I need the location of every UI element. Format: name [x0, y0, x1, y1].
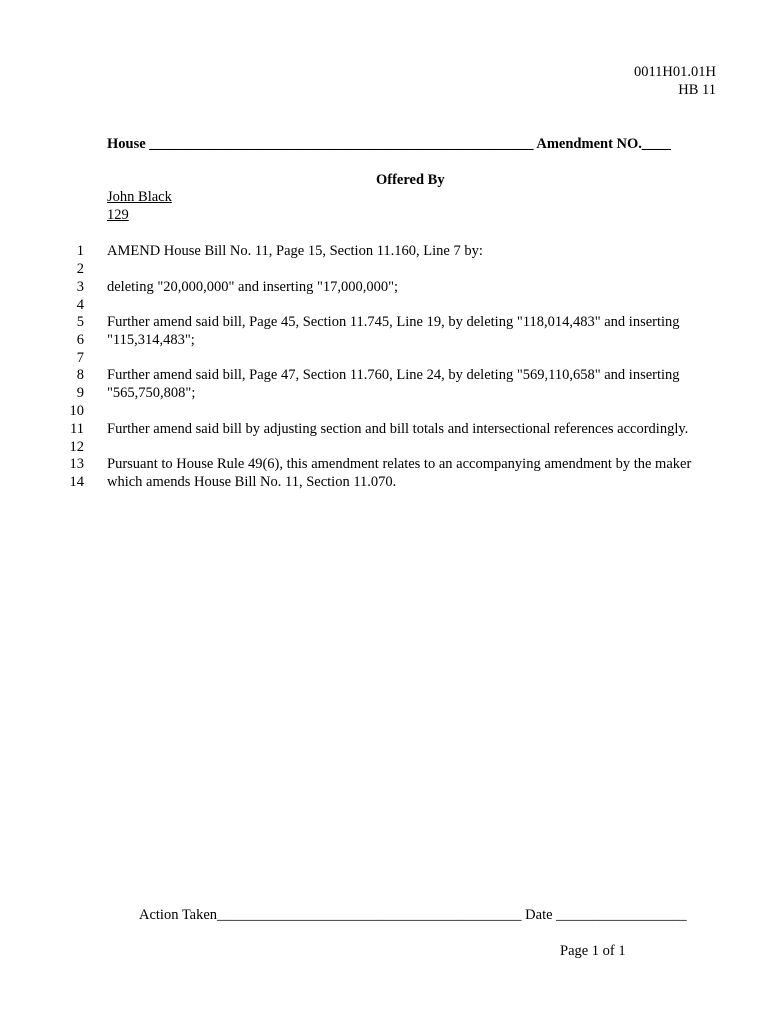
line-text: Further amend said bill, Page 47, Section 11.760, Line 24, by deleting "569,110,658" and inserting: [107, 367, 680, 383]
line-text: "565,750,808";: [107, 385, 196, 401]
line-number: 14: [69, 474, 84, 490]
line-number: 5: [76, 314, 84, 330]
line-number: 1: [76, 243, 84, 259]
line-text: "115,314,483";: [107, 332, 195, 348]
house-amendment-line: House _____________________________________________________ Amendment NO.____: [107, 136, 671, 152]
line-number: 3: [76, 279, 84, 295]
line-number: 11: [70, 421, 84, 437]
line-number: 8: [76, 367, 84, 383]
line-text: Further amend said bill, Page 45, Section 11.745, Line 19, by deleting "118,014,483" and inserting: [107, 314, 680, 330]
line-text: Pursuant to House Rule 49(6), this amendment relates to an accompanying amendment by the maker: [107, 456, 692, 472]
page-number: Page 1 of 1: [560, 943, 626, 959]
line-number: 10: [69, 403, 84, 419]
line-number: 13: [69, 456, 84, 472]
line-text: AMEND House Bill No. 11, Page 15, Section 11.160, Line 7 by:: [107, 243, 483, 259]
line-number: 6: [76, 332, 84, 348]
action-taken-line: Action Taken__________________________________________ Date __________________: [139, 907, 687, 923]
line-number: 7: [76, 350, 84, 366]
line-number: 9: [76, 385, 84, 401]
line-text: deleting "20,000,000" and inserting "17,000,000";: [107, 279, 399, 295]
sponsor-district: 129: [107, 207, 129, 223]
bill-number: HB 11: [678, 82, 716, 98]
line-number: 2: [76, 261, 84, 277]
document-id: 0011H01.01H: [633, 64, 716, 80]
line-number: 4: [76, 297, 84, 313]
sponsor-name: John Black: [107, 189, 172, 205]
offered-by-heading: Offered By: [376, 172, 445, 188]
line-text: which amends House Bill No. 11, Section 11.070.: [107, 474, 397, 490]
line-number: 12: [69, 439, 84, 455]
line-text: Further amend said bill by adjusting section and bill totals and intersectional references accordingly.: [107, 421, 689, 437]
